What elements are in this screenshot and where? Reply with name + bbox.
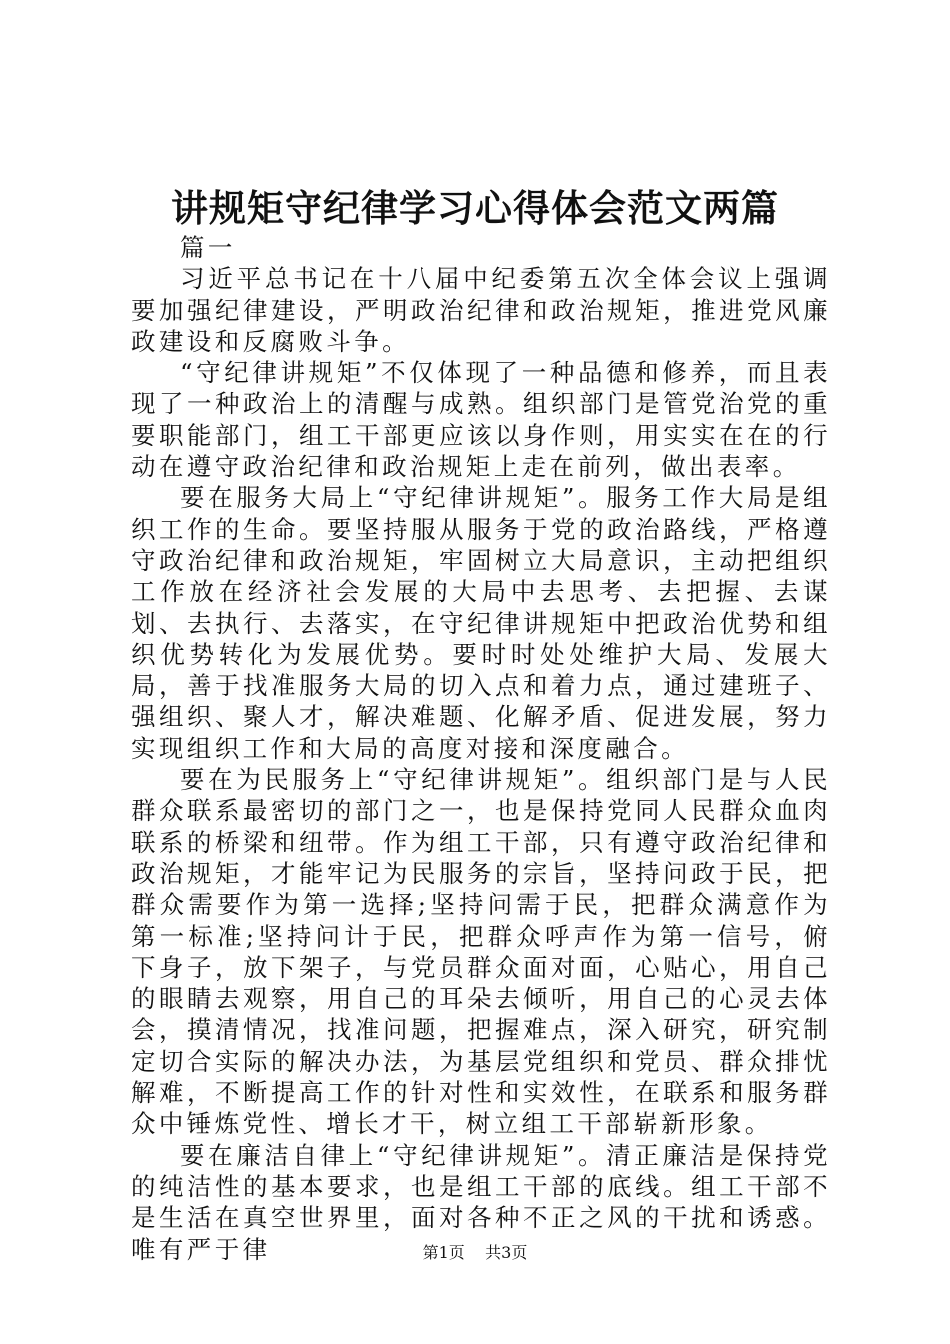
page-footer (0, 1242, 950, 1264)
section-heading: 篇一 (180, 233, 236, 262)
paragraph: 要在为民服务上“守纪律讲规矩”。组织部门是与人民群众联系最密切的部门之一，也是保持党同人民群众血肉联系的桥梁和纽带。作为组工干部，只有遵守政治纪律和政治规矩，才能牢记为民服务的宗旨，坚持问政于民，把群众需要作为第一选择;坚持问需于民，把群众满意作为第一标准;坚持问计于民，把群众呼声作为第一信号，俯下身子，放下架子，与党员群众面对面，心贴心，用自己的眼睛去观察，用自己的耳朵去倾听，用自己的心灵去体会，摸清情况，找准问题，把握难点，深入研究，研究制定切合实际的解决办法，为基层党组织和党员、群众排忧解难，不断提高工作的针对性和实效性，在联系和服务群众中锤炼党性、增长才干，树立组工干部崭新形象。 (131, 765, 831, 1139)
page-total: 共3页 (485, 1243, 528, 1262)
paragraph: 要在服务大局上“守纪律讲规矩”。服务工作大局是组织工作的生命。要坚持服从服务于党的政治路线，严格遵守政治纪律和政治规矩，牢固树立大局意识，主动把组织工作放在经济社会发展的大局中去思考、去把握、去谋划、去执行、去落实，在守纪律讲规矩中把政治优势和组织优势转化为发展优势。要时时处处维护大局、发展大局，善于找准服务大局的切入点和着力点，通过建班子、强组织、聚人才，解决难题、化解矛盾、促进发展，努力实现组织工作和大局的高度对接和深度融合。 (131, 483, 831, 763)
paragraph: “守纪律讲规矩”不仅体现了一种品德和修养，而且表现了一种政治上的清醒与成熟。组织部门是管党治党的重要职能部门，组工干部更应该以身作则，用实实在在的行动在遵守政治纪律和政治规矩上走在前列，做出表率。 (131, 358, 831, 482)
page-number: 第1页 (422, 1243, 465, 1262)
paragraph: 习近平总书记在十八届中纪委第五次全体会议上强调要加强纪律建设，严明政治纪律和政治规矩，推进党风廉政建设和反腐败斗争。 (131, 264, 831, 356)
paragraph: 要在廉洁自律上“守纪律讲规矩”。清正廉洁是保持党的纯洁性的基本要求，也是组工干部的底线。组工干部不是生活在真空世界里，面对各种不正之风的干扰和诱惑。唯有严于律 (131, 1140, 831, 1264)
document-title: 讲规矩守纪律学习心得体会范文两篇 (171, 186, 779, 230)
document-body (131, 232, 831, 1265)
